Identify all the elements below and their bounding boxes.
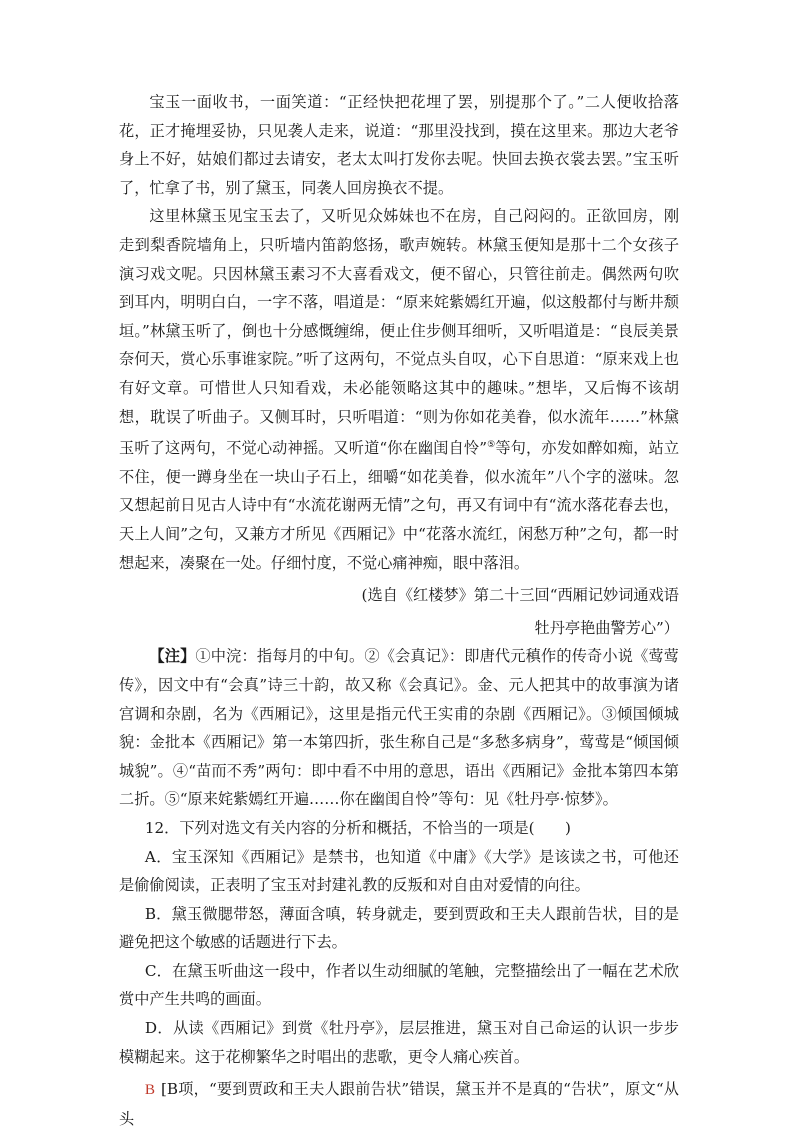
option-d: D．从读《西厢记》到赏《牡丹亭》，层层推进，黛玉对自己命运的认识一步步模糊起来。这于花柳繁华之时唱出的悲歌，更令人痛心疾首。: [119, 1019, 679, 1066]
option-a: A．宝玉深知《西厢记》是禁书，也知道《中庸》《大学》是该读之书，可他还是偷偷阅读，正表明了宝玉对封建礼教的反叛和对自由对爱情的向往。: [119, 847, 679, 895]
passage-paragraph-2-text: 这里林黛玉见宝玉去了，又听见众姊妹也不在房，自己闷闷的。正欲回房，刚走到梨香院墙角上，只听墙内笛韵悠扬，歌声婉转。林黛玉便知是那十二个女孩子演习戏文呢。只因林黛玉素习不大喜看戏文，便不留心，只管往前走。偶然两句吹到耳内，明明白白，一字不落，唱道是：“原来姹紫嫣红开遍，似这般都付与断井颓垣。”林黛玉听了，倒也十分感慨缠绵，便止住步侧耳细听，又听唱道是：“良辰美景奈何天，赏心乐事谁家院。”听了这两句，不觉点头自叹，心下自思道：“原来戏上也有好文章。可惜世人只知看戏，未必能领略这其中的趣味。”想毕，又后悔不该胡想，耽误了听曲子。又侧耳时，只听唱道：“则为你如花美眷，似水流年……”林黛玉听了这两句，不觉心动神摇。又听道“你在幽闺自怜”: [119, 207, 679, 458]
passage-paragraph-1: 宝玉一面收书，一面笑道：“正经快把花埋了罢，别提那个了。”二人便收拾落花，正才掩埋妥协，只见袭人走来，说道：“那里没找到，摸在这里来。那边大老爷身上不好，姑娘们都过去请安，老太太叫打发你去呢。快回去换衣裳去罢。”宝玉听了，忙拿了书，别了黛玉，同袭人回房换衣不提。: [119, 93, 679, 197]
passage-paragraph-2-continued: 等句，亦发如醉如痴，站立不住，便一蹲身坐在一块山子石上，细嚼“如花美眷，似水流年”八个字的滋味。忽又想起前日见古人诗中有“水流花谢两无情”之句，再又有词中有“流水落花春去也，天上人间”之句，又兼方才所见《西厢记》中“花落水流红，闲愁万种”之句，都一时想起来，凑聚在一处。仔细忖度，不觉心痛神痴，眼中落泪。: [119, 439, 680, 572]
source-citation-line-2: 牡丹亭艳曲警芳心”）: [534, 618, 679, 637]
option-c: C．在黛玉听曲这一段中，作者以生动细腻的笔触，完整描绘出了一幅在艺术欣赏中产生共鸣的画面。: [119, 961, 679, 1009]
note-text: ①中浣：指每月的中旬。②《会真记》：即唐代元稹作的传奇小说《莺莺传》，因文中有“会真”诗三十韵，故又称《会真记》。金、元人把其中的故事演为诸宫调和杂剧，名为《西厢记》，这里是指元代王实甫的杂剧《西厢记》。③倾国倾城貌：金批本《西厢记》第一本第四折，张生称自己是“多愁多病身”，莺莺是“倾国倾城貌”。④“苗而不秀”两句：即中看不中用的意思，语出《西厢记》金批本第四本第二折。⑤“原来姹紫嫣红开遍……你在幽闺自怜”等句：见《牡丹亭·惊梦》。: [119, 647, 679, 809]
passage-paragraph-2: [119, 202, 679, 577]
footnote-marker: ⑤: [486, 440, 496, 451]
note-label: 【注】: [149, 647, 196, 666]
question-stem: 12．下列对选文有关内容的分析和概括，不恰当的一项是( ): [144, 818, 571, 837]
answer-text: [B项，“要到贾政和王夫人跟前告状”错误，黛玉并不是真的“告状”，原文“从头: [119, 1080, 679, 1128]
option-b: B．黛玉微腮带怒，薄面含嗔，转身就走，要到贾政和王夫人跟前告状，目的是避免把这个敏感的话题进行下去。: [119, 904, 679, 952]
document-content: [119, 88, 679, 1133]
answer-explanation: [119, 1075, 679, 1133]
source-citation-line-1: (选自《红楼梦》第二十三回“西厢记妙词通戏语: [361, 586, 679, 605]
answer-letter: B: [144, 1081, 155, 1099]
annotation-note: [119, 642, 679, 814]
